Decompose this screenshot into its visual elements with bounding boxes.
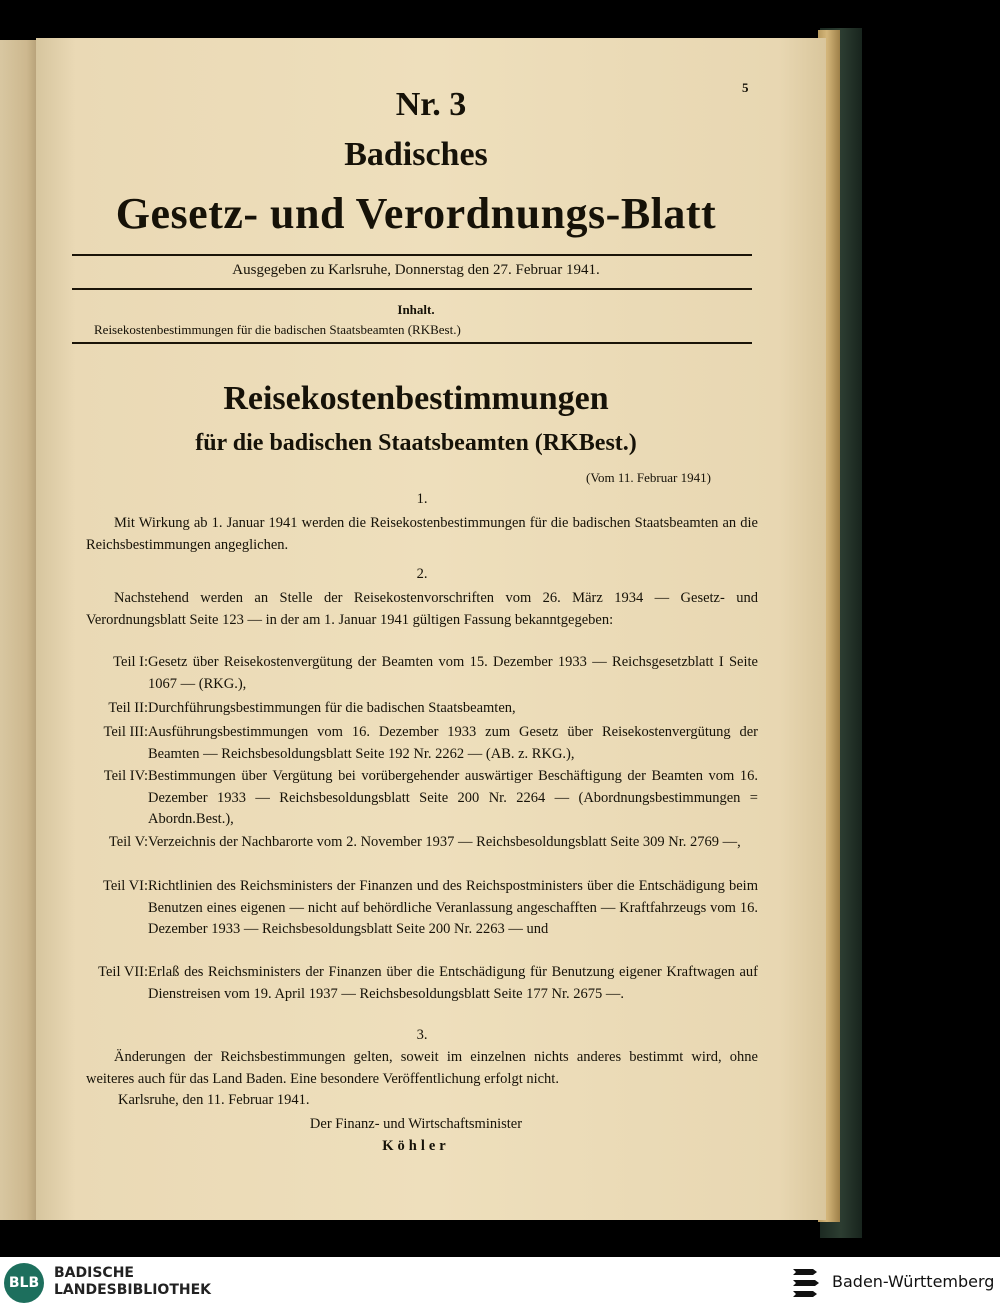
baden-wuerttemberg-lions-icon <box>790 1265 822 1299</box>
teil-label: Teil VI: <box>102 878 148 894</box>
section-1-text: Mit Wirkung ab 1. Januar 1941 werden die Reisekostenbestimmungen für die badischen Staatsbeamten an die Reichsbestimmungen angeglichen. <box>86 515 758 553</box>
section-2-number: 2. <box>416 566 428 582</box>
teil-item <box>86 832 758 854</box>
blb-name[interactable] <box>54 1265 211 1299</box>
place-date: Karlsruhe, den 11. Februar 1941. <box>118 1092 310 1108</box>
signer-title: Der Finanz- und Wirtschaftsminister <box>309 1116 523 1132</box>
teil-text: Durchführungsbestimmungen für die badischen Staatsbeamten, <box>148 700 516 716</box>
teil-item <box>86 962 758 1005</box>
document-page <box>36 38 826 1220</box>
rule-top <box>72 254 752 256</box>
left-page-edge <box>0 40 38 1220</box>
teil-item <box>86 876 758 941</box>
teil-item <box>86 652 758 695</box>
sub-heading: für die badischen Staatsbeamten (RKBest.) <box>195 430 637 456</box>
rule-bottom <box>72 342 752 344</box>
regulation-date: (Vom 11. Februar 1941) <box>586 470 711 485</box>
title-line2: Gesetz- und Verordnungs-Blatt <box>115 189 717 238</box>
teil-text: Erlaß des Reichsministers der Finanzen über die Entschädigung für Benutzung eigener Kraftwagen auf Dienstreisen vom 19. April 1937 — Reichsbesoldungsblatt Seite 177 Nr. 2675 —. <box>148 964 758 1002</box>
teil-label: Teil VII: <box>98 964 148 980</box>
section-1-number: 1. <box>416 491 428 507</box>
contents-item: Reisekostenbestimmungen für die badischen Staatsbeamten (RKBest.) <box>94 322 461 337</box>
blb-name-line2: LANDESBIBLIOTHEK <box>54 1282 212 1298</box>
main-heading: Reisekostenbestimmungen <box>223 380 609 417</box>
page-number: 5 <box>742 80 749 95</box>
teil-text: Gesetz über Reisekostenvergütung der Beamten vom 15. Dezember 1933 — Reichsgesetzblatt I Seite 1067 — (RKG.), <box>148 654 758 692</box>
section-3-number: 3. <box>416 1027 428 1043</box>
teil-label: Teil IV: <box>103 768 148 784</box>
teil-text: Ausführungsbestimmungen vom 16. Dezember 1933 zum Gesetz über Reisekostenvergütung der Beamten — Reichsbesoldungsblatt Seite 192 Nr. 2262 — (AB. z. RKG.), <box>148 724 758 762</box>
section-3-text: Änderungen der Reichsbestimmungen gelten, soweit im einzelnen nichts anderes bestimmt wird, ohne weiteres auch für das Land Baden. Eine besondere Veröffentlichung erfolgt nicht. <box>86 1049 758 1087</box>
teil-label: Teil II: <box>108 700 148 716</box>
issue-number: Nr. 3 <box>395 86 467 123</box>
teil-label: Teil V: <box>108 834 148 850</box>
section-2-text: Nachstehend werden an Stelle der Reisekostenvorschriften vom 26. März 1934 — Gesetz- und Verordnungsblatt Seite 123 — in der am 1. Januar 1941 gültigen Fassung bekanntgegeben: <box>86 590 758 628</box>
blb-name-line1: BADISCHE <box>54 1265 134 1281</box>
baden-wuerttemberg-name[interactable]: Baden-Württemberg <box>832 1272 995 1291</box>
rule-middle <box>72 288 752 290</box>
teil-item <box>86 698 758 720</box>
footer-bar <box>0 1257 1000 1307</box>
teil-text: Bestimmungen über Vergütung bei vorübergehender auswärtiger Beschäftigung der Beamten vom 16. Dezember 1933 — Reichsbesoldungsblatt Seite 200 Nr. 2264 — (Abordnungsbestimmungen = Abordn.Best.), <box>148 768 758 827</box>
contents-heading: Inhalt. <box>397 302 435 317</box>
teil-label: Teil I: <box>113 654 148 670</box>
teil-label: Teil III: <box>103 724 148 740</box>
issue-date-line: Ausgegeben zu Karlsruhe, Donnerstag den 27. Februar 1941. <box>232 262 600 278</box>
signer-name: Köhler <box>382 1138 450 1154</box>
blb-logo[interactable]: BLB <box>4 1263 44 1303</box>
title-line1: Badisches <box>344 136 488 173</box>
teil-text: Verzeichnis der Nachbarorte vom 2. November 1937 — Reichsbesoldungsblatt Seite 309 Nr. 2769 —, <box>148 834 741 850</box>
teil-text: Richtlinien des Reichsministers der Finanzen und des Reichspostministers über die Entschädigung beim Benutzen eines eigenen — nicht auf behördliche Veranlassung angeschafften — Kraftfahrzeugs vom 16. Dezember 1933 — Reichsbesoldungsblatt Seite 200 Nr. 2263 — und <box>148 878 758 937</box>
teil-item <box>86 722 758 765</box>
teil-item <box>86 766 758 831</box>
